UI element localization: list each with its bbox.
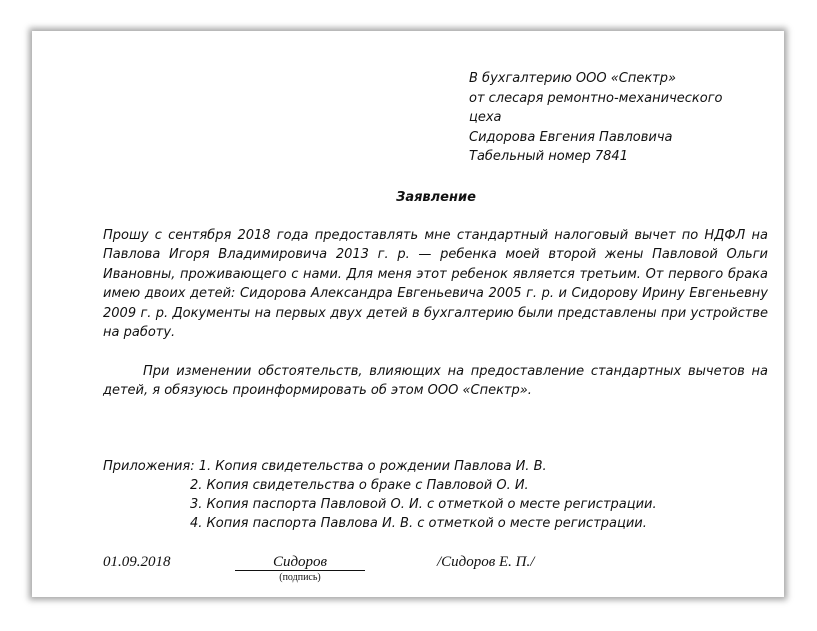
addressee-block <box>469 69 723 167</box>
attachment-item-1: 1. Копия свидетельства о рождении Павлова И. В. <box>198 459 547 474</box>
addressee-from-line2: цеха <box>469 110 502 126</box>
attachment-item-4: 4. Копия паспорта Павлова И. В. с отметкой о месте регистрации. <box>190 516 647 531</box>
signature: Сидоров <box>235 554 365 571</box>
signature-caption: (подпись) <box>279 572 321 583</box>
document-date: 01.09.2018 <box>103 554 171 570</box>
applicant-name: Сидорова Евгения Павловича <box>469 129 673 145</box>
attachment-item-2: 2. Копия свидетельства о браке с Павловой О. И. <box>190 478 529 493</box>
body-paragraph-2: При изменении обстоятельств, влияющих на предоставление стандартных вычетов на детей, я обязуюсь проинформировать об этом ООО «Спектр». <box>103 364 768 399</box>
signature-name: /Сидоров Е. П./ <box>437 554 535 570</box>
addressee-to: В бухгалтерию ООО «Спектр» <box>469 71 677 86</box>
attachment-item-3: 3. Копия паспорта Павловой О. И. с отметкой о месте регистрации. <box>190 497 657 512</box>
attachments-label-text: Приложения: <box>103 459 195 474</box>
document-title: Заявление <box>396 190 476 205</box>
body-paragraph-1: Прошу с сентября 2018 года предоставлять мне стандартный налоговый вычет по НДФЛ на Павлова Игоря Владимировича 2013 г. р. — ребенка моей второй жены Павловой Ольги Ивановны, проживающего с нами. Для меня этот ребенок является третьим. От первого брака имею двоих детей: Сидорова Александра Евгеньевича 2005 г. р. и Сидорову Ирину Евгеньевну 2009 г. р. Документы на первых двух детей в бухгалтерию были представлены при устройстве на работу. <box>103 228 768 341</box>
attachments-label <box>103 459 547 474</box>
addressee-from-line1: от слесаря ремонтно-механического <box>469 90 723 106</box>
tab-number: Табельный номер 7841 <box>469 149 628 165</box>
